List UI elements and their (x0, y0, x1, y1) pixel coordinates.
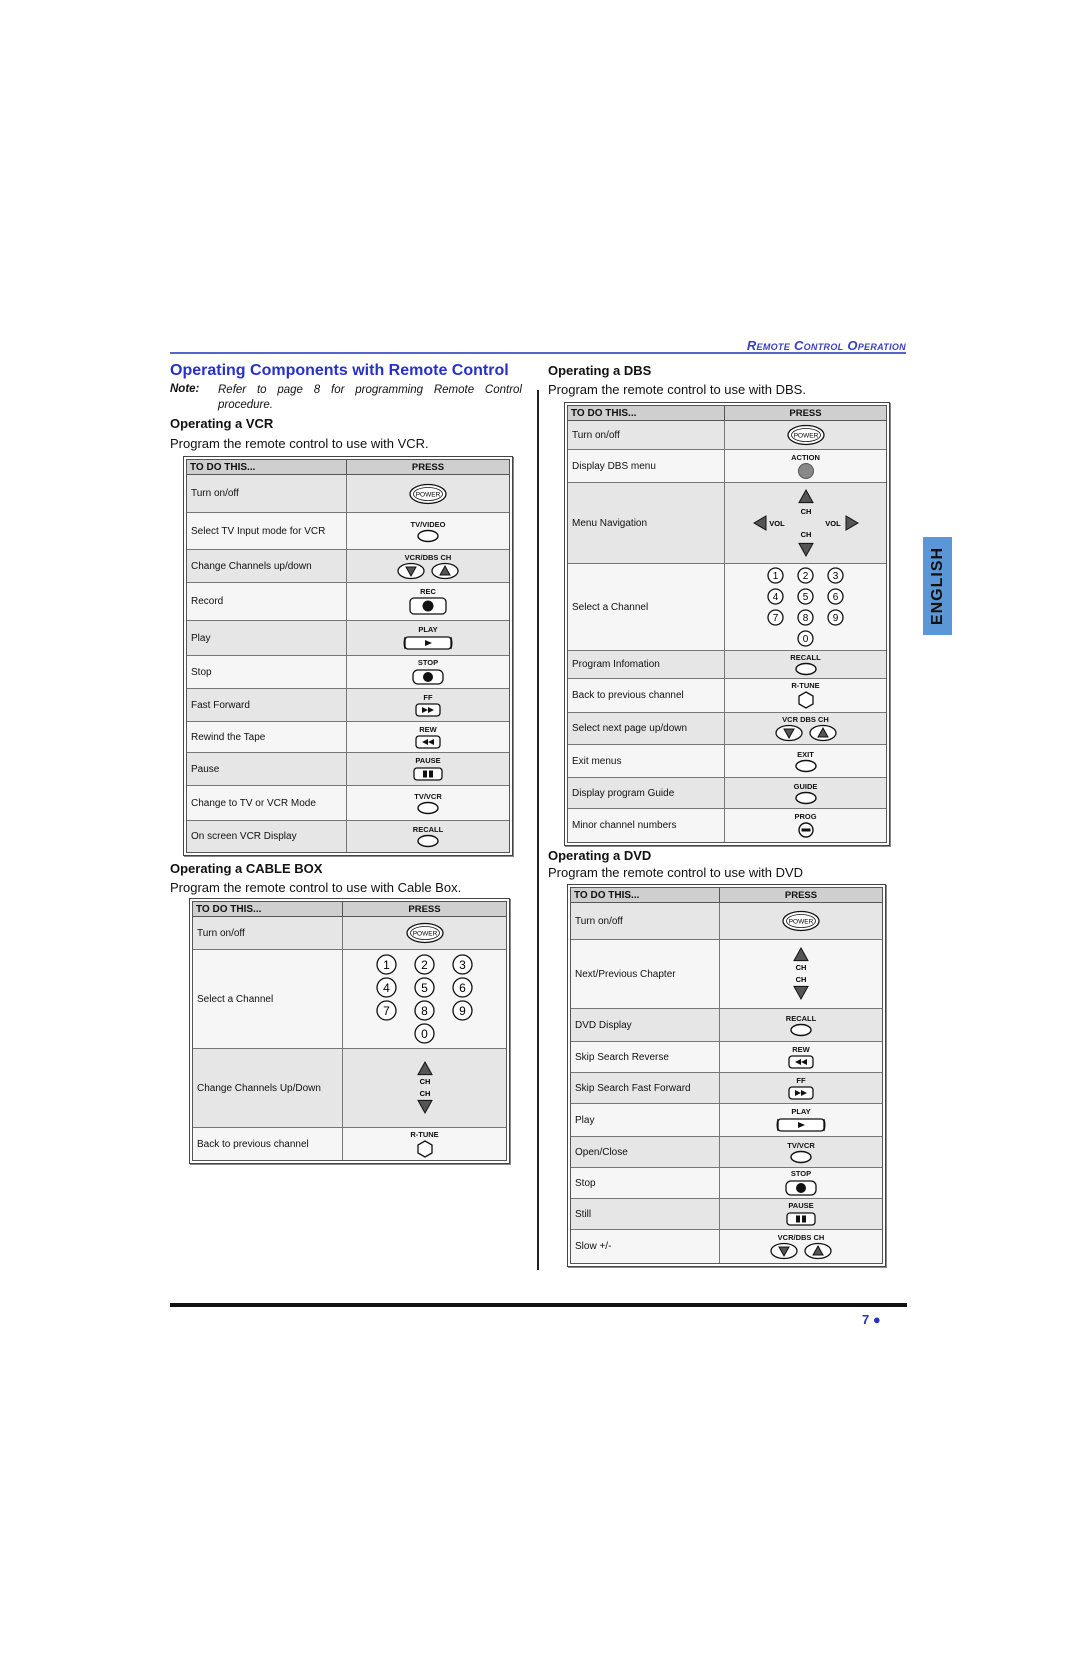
svg-text:8: 8 (421, 1003, 428, 1018)
row-press (720, 1230, 882, 1263)
col-header-action: TO DO THIS... (571, 888, 720, 902)
button-label: R-TUNE (791, 681, 820, 690)
button-label: PLAY (791, 1106, 811, 1116)
row-action: Rewind the Tape (187, 722, 347, 752)
row-press (725, 450, 886, 482)
table-row (187, 689, 509, 722)
row-action: Play (571, 1104, 720, 1136)
button-label: FF (423, 692, 433, 702)
prog-button-icon[interactable] (796, 821, 816, 839)
svg-text:CH: CH (419, 1077, 430, 1086)
table-row (571, 1009, 882, 1042)
svg-text:9: 9 (459, 1003, 466, 1018)
button-label: PAUSE (788, 1200, 814, 1210)
nav-button-icon[interactable] (751, 487, 861, 559)
button-label: PAUSE (415, 755, 441, 765)
dbs-intro: Program the remote control to use with DBS. (548, 382, 806, 397)
svg-text:8: 8 (802, 613, 809, 625)
page-number (862, 1312, 881, 1327)
row-action: Skip Search Reverse (571, 1042, 720, 1072)
svg-text:CH: CH (800, 530, 811, 539)
svg-text:POWER: POWER (788, 918, 814, 926)
row-press (720, 1042, 882, 1072)
language-tab[interactable] (923, 537, 952, 635)
button-label: TV/VCR (414, 791, 442, 801)
row-press (720, 1137, 882, 1167)
row-action: Change Channels up/down (187, 550, 347, 582)
svg-text:CH: CH (800, 507, 811, 516)
svg-text:0: 0 (421, 1026, 428, 1041)
row-action: Menu Navigation (568, 483, 725, 563)
row-action: Slow +/- (571, 1230, 720, 1263)
row-action: Display program Guide (568, 778, 725, 808)
dbs-heading: Operating a DBS (548, 363, 652, 378)
cable-table (189, 898, 510, 1164)
oval-button-icon[interactable] (415, 834, 441, 848)
button-label: RECALL (412, 825, 444, 834)
table-row (187, 583, 509, 621)
svg-text:4: 4 (383, 980, 390, 995)
rew-button-icon[interactable] (413, 734, 443, 750)
table-row (568, 679, 886, 713)
svg-text:CH: CH (795, 975, 807, 984)
vcr-table-body (186, 459, 510, 853)
dbs-table (564, 402, 890, 846)
row-action: Stop (187, 656, 347, 688)
footer-rule (170, 1303, 907, 1307)
oval-button-icon[interactable] (793, 791, 819, 805)
oval-button-icon[interactable] (788, 1023, 814, 1037)
bullet-icon: ● (872, 1312, 881, 1327)
table-row (568, 564, 886, 651)
table-row (193, 1049, 506, 1128)
hex-button-icon[interactable] (415, 1139, 435, 1159)
button-label: PROG (794, 812, 817, 821)
power-button-icon[interactable] (405, 922, 445, 944)
column-divider (537, 390, 539, 1270)
dvd-table (567, 884, 886, 1267)
svg-text:6: 6 (459, 980, 466, 995)
dvd-intro: Program the remote control to use with DVD (548, 865, 804, 880)
power-button-icon[interactable] (786, 424, 826, 446)
updown-button-icon[interactable] (396, 562, 460, 580)
col-header-press: PRESS (789, 407, 822, 419)
table-row (568, 778, 886, 809)
col-header-action: TO DO THIS... (193, 902, 343, 916)
vcr-table (183, 456, 513, 856)
table-row (187, 513, 509, 550)
table-row (571, 940, 882, 1009)
row-action: Back to previous channel (568, 679, 725, 712)
row-press (720, 903, 882, 939)
page-number-value: 7 (862, 1312, 870, 1327)
rew-button-icon[interactable] (786, 1054, 816, 1070)
table-header (193, 902, 506, 917)
svg-text:2: 2 (421, 957, 428, 972)
table-row (187, 475, 509, 513)
row-action: Play (187, 621, 347, 655)
table-row (187, 753, 509, 786)
svg-text:CH: CH (795, 963, 807, 972)
svg-text:3: 3 (832, 571, 839, 583)
row-action: Record (187, 583, 347, 620)
row-action: Back to previous channel (193, 1128, 343, 1160)
action-button-icon[interactable] (796, 462, 816, 480)
row-action: Pause (187, 753, 347, 785)
row-action: Stop (571, 1168, 720, 1198)
table-row (571, 1199, 882, 1230)
row-press (343, 917, 506, 949)
row-action: On screen VCR Display (187, 821, 347, 852)
row-action: Fast Forward (187, 689, 347, 721)
svg-text:POWER: POWER (412, 930, 437, 938)
cable-heading: Operating a CABLE BOX (170, 861, 323, 876)
row-action: Turn on/off (568, 421, 725, 449)
row-action: DVD Display (571, 1009, 720, 1041)
language-tab-label: ENGLISH (928, 546, 946, 626)
row-press (343, 1128, 506, 1160)
button-label: REW (419, 724, 437, 734)
numpad-small-button-icon[interactable] (766, 566, 845, 648)
updown-button-icon[interactable] (769, 1242, 833, 1260)
col-header-press: PRESS (408, 903, 441, 915)
row-action: Select TV Input mode for VCR (187, 513, 347, 549)
button-label: FF (796, 1075, 806, 1085)
cable-table-body (192, 901, 507, 1161)
ff-button-icon[interactable] (786, 1085, 816, 1101)
oval-button-icon[interactable] (415, 529, 441, 543)
table-row (568, 421, 886, 450)
button-label: GUIDE (793, 781, 818, 791)
row-action: Select a Channel (193, 950, 343, 1048)
cable-intro: Program the remote control to use with Cable Box. (170, 880, 462, 895)
table-row (568, 450, 886, 483)
section-header-text: Remote Control Operation (746, 338, 906, 353)
svg-text:7: 7 (772, 613, 779, 625)
table-row (568, 713, 886, 745)
row-action: Exit menus (568, 745, 725, 777)
row-action: Turn on/off (571, 903, 720, 939)
svg-text:5: 5 (802, 592, 809, 604)
row-press (720, 1073, 882, 1103)
row-action: Turn on/off (193, 917, 343, 949)
row-action: Still (571, 1199, 720, 1229)
row-press (725, 483, 886, 563)
page-title: Operating Components with Remote Control (170, 362, 509, 379)
vcr-intro: Program the remote control to use with VCR. (170, 436, 429, 451)
row-press (347, 689, 509, 721)
svg-text:CH: CH (419, 1089, 430, 1098)
oval-button-icon[interactable] (793, 759, 819, 773)
svg-text:6: 6 (832, 592, 839, 604)
row-press (347, 656, 509, 688)
table-header (571, 888, 882, 903)
col-header-action: TO DO THIS... (568, 406, 725, 420)
pause-button-icon[interactable] (784, 1210, 818, 1228)
row-press (347, 753, 509, 785)
svg-text:7: 7 (383, 1003, 390, 1018)
oval-button-icon[interactable] (788, 1150, 814, 1164)
row-action: Turn on/off (187, 475, 347, 512)
row-action: Program Infomation (568, 651, 725, 678)
row-press (343, 1049, 506, 1127)
svg-text:4: 4 (772, 592, 779, 604)
dbs-table-body (567, 405, 887, 843)
table-header (187, 460, 509, 475)
svg-text:3: 3 (459, 957, 466, 972)
row-press (347, 513, 509, 549)
col-header-press: PRESS (784, 889, 818, 901)
col-header-action: TO DO THIS... (187, 460, 347, 474)
svg-text:5: 5 (421, 980, 428, 995)
table-row (571, 1230, 882, 1263)
note-label: Note: (170, 383, 200, 395)
row-action: Skip Search Fast Forward (571, 1073, 720, 1103)
vcr-heading: Operating a VCR (170, 416, 274, 431)
power-button-icon[interactable] (408, 483, 448, 505)
row-action: Display DBS menu (568, 450, 725, 482)
button-label: R-TUNE (410, 1129, 439, 1139)
table-row (571, 1137, 882, 1168)
button-label: ACTION (791, 452, 820, 462)
row-action: Change to TV or VCR Mode (187, 786, 347, 820)
svg-text:1: 1 (772, 571, 779, 583)
row-press (347, 550, 509, 582)
row-press (720, 1168, 882, 1198)
button-label: REW (792, 1044, 810, 1054)
svg-text:2: 2 (802, 571, 809, 583)
row-action: Open/Close (571, 1137, 720, 1167)
table-row (187, 550, 509, 583)
play-button-icon[interactable] (776, 1116, 826, 1134)
row-press (347, 722, 509, 752)
row-press (725, 421, 886, 449)
button-label: VCR/DBS CH (777, 1233, 825, 1242)
svg-text:1: 1 (383, 957, 390, 972)
row-press (725, 651, 886, 678)
row-press (725, 809, 886, 842)
rec-button-icon[interactable] (408, 596, 448, 616)
row-press (720, 940, 882, 1008)
play-button-icon[interactable] (403, 634, 453, 652)
row-action: Change Channels Up/Down (193, 1049, 343, 1127)
button-label: VCR/DBS CH (404, 552, 452, 562)
table-row (568, 483, 886, 564)
table-row (187, 621, 509, 656)
row-press (343, 950, 506, 1048)
power-button-icon[interactable] (781, 910, 821, 932)
stop-button-icon[interactable] (783, 1178, 819, 1198)
hex-button-icon[interactable] (796, 690, 816, 710)
row-action: Minor channel numbers (568, 809, 725, 842)
row-press (347, 475, 509, 512)
row-press (720, 1104, 882, 1136)
col-header-press: PRESS (411, 461, 445, 473)
button-label: PLAY (418, 624, 438, 634)
table-header (568, 406, 886, 421)
button-label: RECALL (790, 653, 821, 662)
note-text: Refer to page 8 for programming Remote Control procedure. (218, 384, 522, 411)
table-row (571, 1042, 882, 1073)
oval-button-icon[interactable] (415, 801, 441, 815)
row-press (720, 1009, 882, 1041)
row-press (347, 786, 509, 820)
table-row (187, 821, 509, 852)
dvd-table-body (570, 887, 883, 1264)
button-label: RECALL (785, 1013, 817, 1023)
row-press (347, 821, 509, 852)
button-label: STOP (790, 1168, 812, 1178)
table-row (568, 745, 886, 778)
numpad-button-icon[interactable] (375, 953, 474, 1045)
ch-vertical-button-icon[interactable] (405, 1060, 445, 1116)
table-row (571, 903, 882, 940)
row-press (725, 564, 886, 650)
table-row (568, 809, 886, 842)
updown-button-icon[interactable] (774, 724, 838, 742)
pause-button-icon[interactable] (411, 765, 445, 783)
svg-text:POWER: POWER (415, 490, 441, 498)
row-press (720, 1199, 882, 1229)
section-header (170, 338, 906, 354)
row-press (725, 745, 886, 777)
button-label: TV/VIDEO (410, 519, 446, 529)
svg-text:VOL: VOL (824, 519, 841, 528)
dvd-heading: Operating a DVD (548, 848, 652, 863)
button-label: VCR DBS CH (782, 715, 829, 724)
table-row (187, 786, 509, 821)
table-row (193, 950, 506, 1049)
table-row (193, 917, 506, 950)
row-action: Next/Previous Chapter (571, 940, 720, 1008)
ch-vertical-button-icon[interactable] (781, 946, 821, 1002)
svg-text:POWER: POWER (793, 432, 818, 440)
table-row (187, 722, 509, 753)
ff-button-icon[interactable] (413, 702, 443, 718)
row-press (725, 713, 886, 744)
oval-button-icon[interactable] (793, 662, 819, 676)
table-row (571, 1168, 882, 1199)
svg-text:VOL: VOL (768, 519, 785, 528)
table-row (568, 651, 886, 679)
table-row (571, 1073, 882, 1104)
svg-text:0: 0 (802, 634, 809, 646)
svg-text:9: 9 (832, 613, 839, 625)
stop-button-icon[interactable] (410, 667, 446, 687)
row-action: Select next page up/down (568, 713, 725, 744)
row-press (347, 583, 509, 620)
button-label: EXIT (797, 749, 814, 759)
table-row (187, 656, 509, 689)
row-press (347, 621, 509, 655)
button-label: REC (420, 587, 436, 596)
row-action: Select a Channel (568, 564, 725, 650)
button-label: TV/VCR (787, 1140, 815, 1150)
row-press (725, 778, 886, 808)
button-label: STOP (417, 657, 439, 667)
table-row (571, 1104, 882, 1137)
table-row (193, 1128, 506, 1160)
row-press (725, 679, 886, 712)
